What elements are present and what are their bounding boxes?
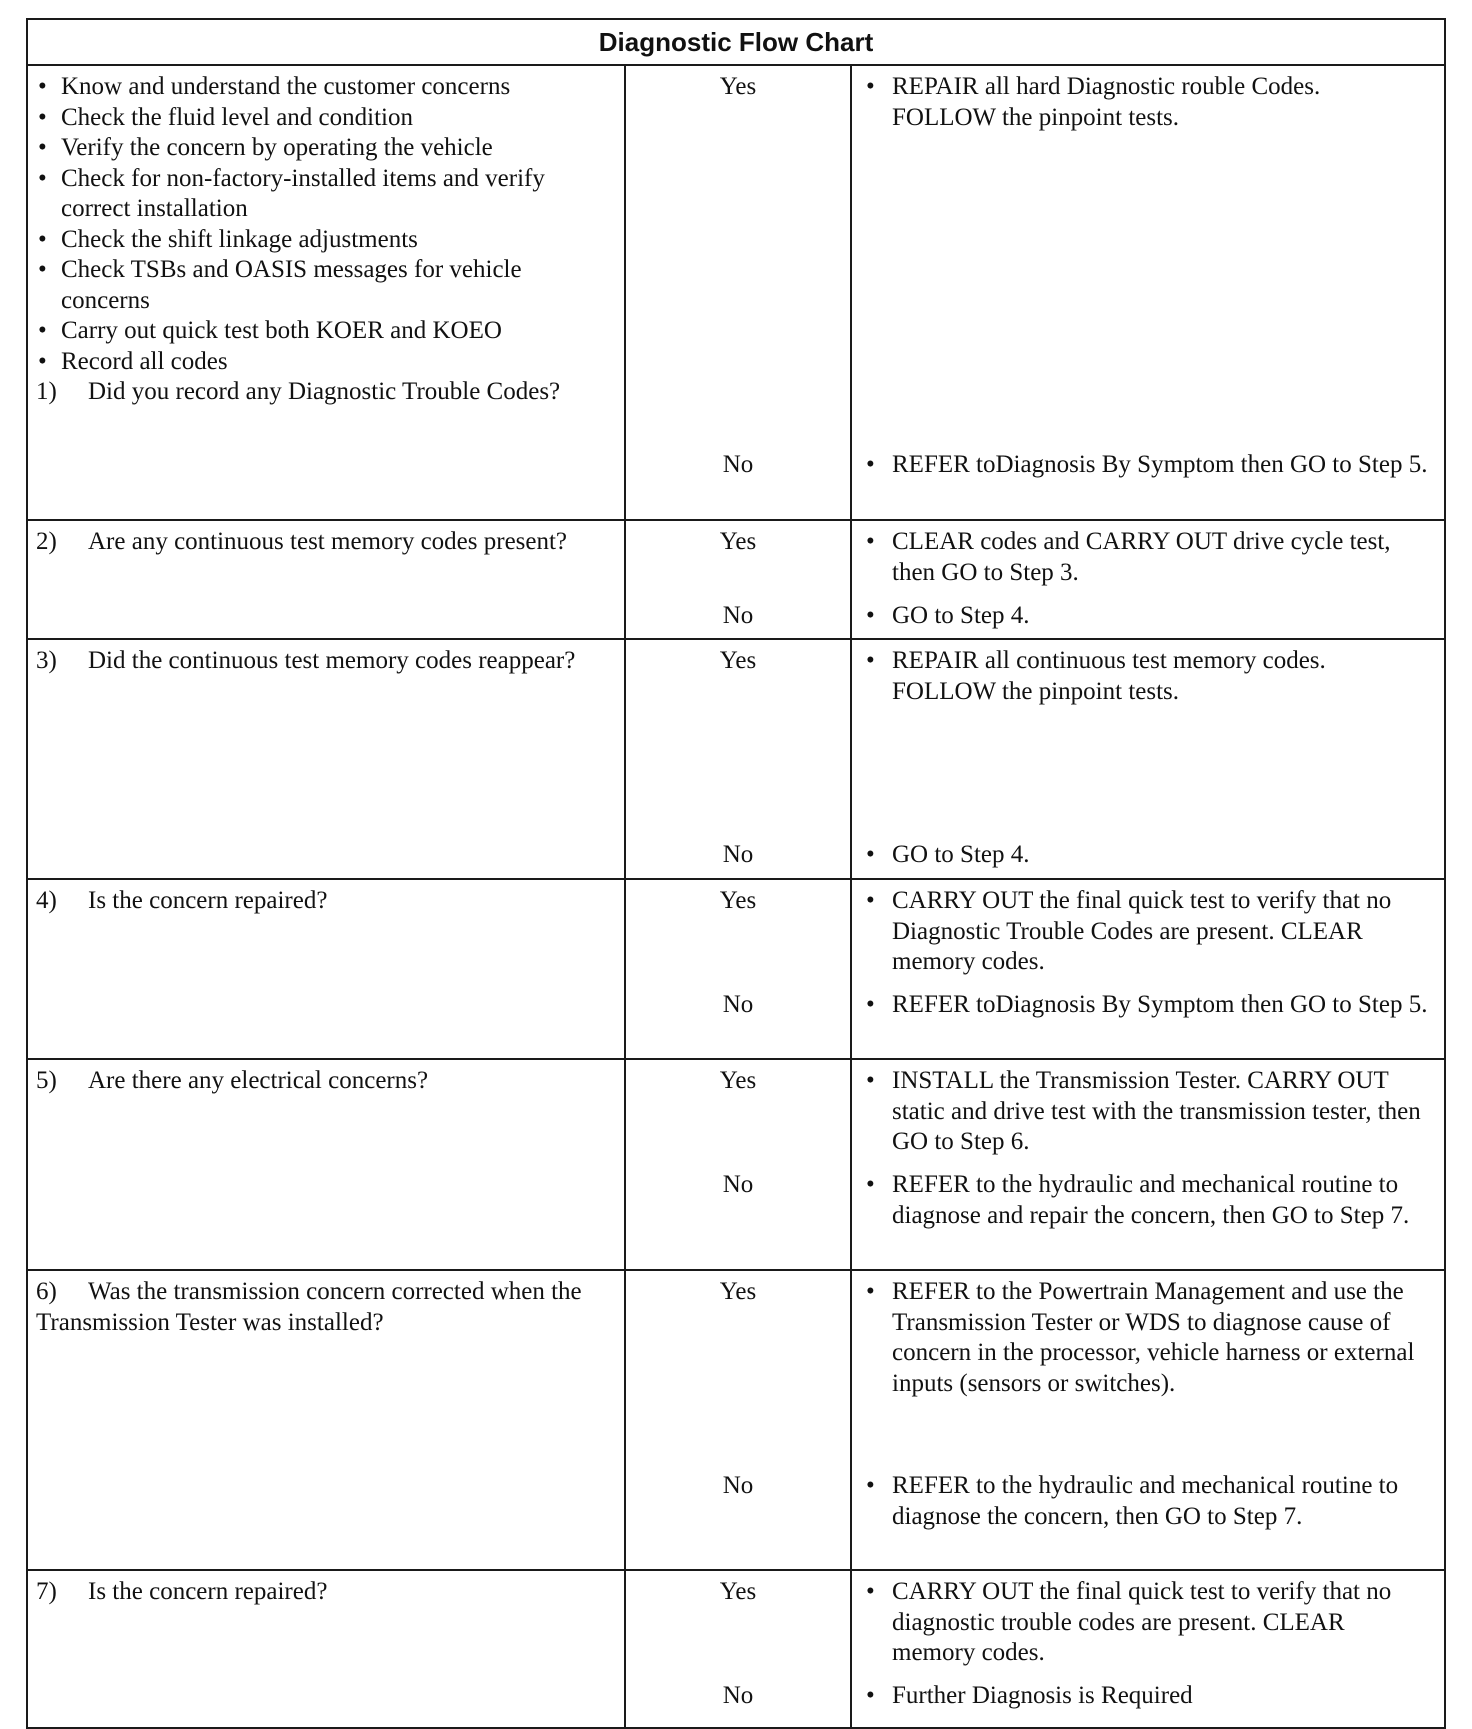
yes-action-text: REFER to the Powertrain Management and use the Transmission Tester or WDS to diagnose cause of concern in the processor, vehicle harness or external inputs (sensors or switches). [892,1278,1415,1397]
yes-label: Yes [719,528,757,555]
question-cell [28,521,626,638]
no-action: • GO to Step 4. [866,601,1430,632]
question-text: Is the concern repaired? [88,887,328,914]
step-row-3 [28,640,1444,880]
diagnostic-flow-chart [26,18,1446,1729]
no-action-text: REFER toDiagnosis By Symptom then GO to Step 5. [892,451,1428,478]
yes-action: • CARRY OUT the final quick test to verify that no diagnostic trouble codes are present. CLEAR memory codes. [866,1577,1430,1669]
yes-action: • REFER to the Powertrain Management and use the Transmission Tester or WDS to diagnose cause of concern in the processor, vehicle harness or external inputs (sensors or switches). [866,1277,1430,1399]
yes-action-text: INSTALL the Transmission Tester. CARRY OUT static and drive test with the transmission tester, then GO to Step 6. [892,1067,1421,1155]
step-number: 2) [36,528,57,555]
question-text: Is the concern repaired? [88,1578,328,1605]
yes-label: Yes [719,647,757,674]
step-question [36,527,616,558]
no-action-text: GO to Step 4. [892,602,1030,629]
no-action: • Further Diagnosis is Required [866,1681,1430,1712]
yes-action: • CARRY OUT the final quick test to verify that no Diagnostic Trouble Codes are present. CLEAR memory codes. [866,886,1430,978]
no-action: • REFER to the hydraulic and mechanical routine to diagnose the concern, then GO to Step 7. [866,1471,1430,1532]
checklist-item: • Check for non-factory-installed items and verify correct installation [36,164,616,225]
step-row-2 [28,521,1444,640]
question-text: Are there any electrical concerns? [88,1067,429,1094]
step-question [36,1577,616,1608]
no-action: • GO to Step 4. [866,840,1430,871]
yes-action: • CLEAR codes and CARRY OUT drive cycle test, then GO to Step 3. [866,527,1430,588]
action-cell [852,1060,1444,1269]
no-action-text: REFER toDiagnosis By Symptom then GO to Step 5. [892,991,1428,1018]
step-number: 7) [36,1578,57,1605]
answer-cell [626,1060,852,1269]
yes-action-text: CARRY OUT the final quick test to verify that no Diagnostic Trouble Codes are present. CLEAR memory codes. [892,887,1392,975]
yes-action-text: CLEAR codes and CARRY OUT drive cycle test, then GO to Step 3. [892,528,1391,586]
question-cell [28,880,626,1058]
no-action: • REFER toDiagnosis By Symptom then GO to Step 5. [866,990,1430,1021]
action-cell [852,880,1444,1058]
no-action-text: REFER to the hydraulic and mechanical routine to diagnose the concern, then GO to Step 7. [892,1472,1399,1530]
step-question [36,1277,616,1338]
no-action-text: GO to Step 4. [892,841,1030,868]
no-action-text: REFER to the hydraulic and mechanical routine to diagnose and repair the concern, then GO to Step 7. [892,1171,1410,1229]
step-number: 5) [36,1067,57,1094]
question-text: Did you record any Diagnostic Trouble Codes? [88,378,561,405]
no-label: No [722,451,754,478]
step-number: 3) [36,647,57,674]
yes-action: • REPAIR all hard Diagnostic rouble Codes. FOLLOW the pinpoint tests. [866,72,1430,133]
no-label: No [722,1682,754,1709]
checklist [36,72,616,377]
yes-label: Yes [719,1578,757,1605]
question-cell [28,640,626,878]
action-cell [852,521,1444,638]
question-text: Did the continuous test memory codes reappear? [88,647,576,674]
question-cell [28,1060,626,1269]
no-label: No [722,1171,754,1198]
step-row-6 [28,1271,1444,1571]
step-row-7 [28,1571,1444,1727]
answer-cell [626,640,852,878]
no-action: • REFER toDiagnosis By Symptom then GO to Step 5. [866,450,1430,481]
step-number: 6) [36,1278,57,1305]
answer-cell [626,66,852,519]
action-cell [852,640,1444,878]
yes-label: Yes [719,1067,757,1094]
step-number: 4) [36,887,57,914]
no-label: No [722,602,754,629]
action-cell [852,1571,1444,1727]
yes-action-text: CARRY OUT the final quick test to verify that no diagnostic trouble codes are present. CLEAR memory codes. [892,1578,1392,1666]
question-cell [28,1271,626,1569]
step-row-5 [28,1060,1444,1271]
no-label: No [722,991,754,1018]
checklist-item: • Check the shift linkage adjustments [36,225,616,256]
checklist-item: • Record all codes [36,347,616,378]
no-label: No [722,841,754,868]
answer-cell [626,1571,852,1727]
no-label: No [722,1472,754,1499]
question-cell [28,66,626,519]
action-cell [852,66,1444,519]
step-row-4 [28,880,1444,1060]
checklist-item: • Check TSBs and OASIS messages for vehicle concerns [36,255,616,316]
chart-title: Diagnostic Flow Chart [28,20,1444,66]
yes-action: • INSTALL the Transmission Tester. CARRY OUT static and drive test with the transmission tester, then GO to Step 6. [866,1066,1430,1158]
question-text: Are any continuous test memory codes present? [88,528,568,555]
no-action-text: Further Diagnosis is Required [892,1682,1193,1709]
question-cell [28,1571,626,1727]
yes-action-text: REPAIR all continuous test memory codes. FOLLOW the pinpoint tests. [892,647,1326,705]
answer-cell [626,1271,852,1569]
action-cell [852,1271,1444,1569]
step-question [36,646,616,677]
checklist-item: • Verify the concern by operating the vehicle [36,133,616,164]
yes-action-text: REPAIR all hard Diagnostic rouble Codes. FOLLOW the pinpoint tests. [892,73,1321,131]
checklist-item: • Know and understand the customer concerns [36,72,616,103]
step-question [36,886,616,917]
step-number: 1) [36,378,57,405]
answer-cell [626,521,852,638]
step-row-1 [28,66,1444,521]
checklist-item: • Check the fluid level and condition [36,103,616,134]
no-action: • REFER to the hydraulic and mechanical routine to diagnose and repair the concern, then GO to Step 7. [866,1170,1430,1231]
yes-action: • REPAIR all continuous test memory codes. FOLLOW the pinpoint tests. [866,646,1430,707]
yes-label: Yes [719,1278,757,1305]
checklist-item: • Carry out quick test both KOER and KOEO [36,316,616,347]
question-text: Was the transmission concern corrected when the Transmission Tester was installed? [36,1278,582,1336]
step-question [36,377,616,408]
answer-cell [626,880,852,1058]
yes-label: Yes [719,887,757,914]
step-question [36,1066,616,1097]
yes-label: Yes [719,73,757,100]
